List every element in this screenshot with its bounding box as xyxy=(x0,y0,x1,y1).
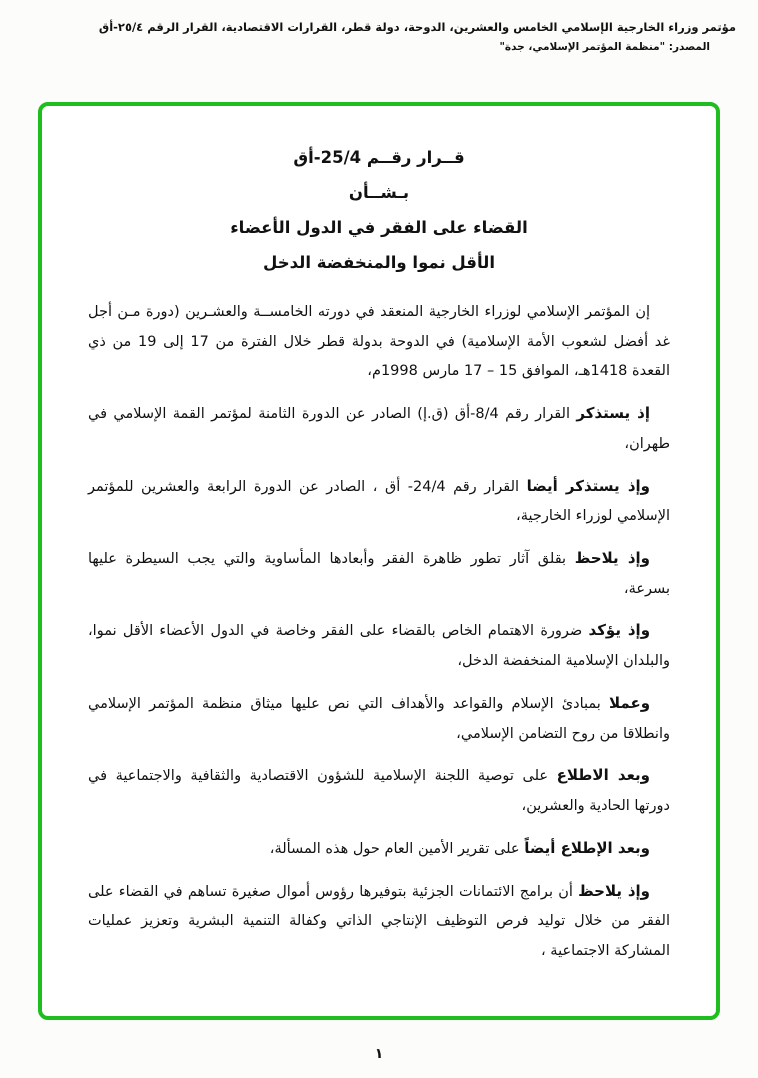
paragraph-having-reviewed-also xyxy=(88,833,670,865)
paragraph-lead: وبعد الاطلاع xyxy=(556,766,651,785)
resolution-title-block xyxy=(88,148,670,272)
paragraph-text: القرار رقم 8/4-أق (ق.إ) الصادر عن الدورة الثامنة لمؤتمر القمة الإسلامي في طهران، xyxy=(88,406,670,452)
paragraph-text: إن المؤتمر الإسلامي لوزراء الخارجية المنعقد في دورته الخامســة والعشـرين (دورة مـن أجل غد أفضل لشعوب الأمة الإسلامية) في الدوحة بدولة قطر خلال الفترة من 17 إلى 19 من ذي القعدة 1418هـ، الموافق 15 – 17 مارس 1998م، xyxy=(88,304,670,380)
paragraph-lead: وعملا xyxy=(609,693,651,712)
header-source-line: مؤتمر وزراء الخارجية الإسلامي الخامس والعشرين، الدوحة، دولة قطر، القرارات الاقتصادية، القرار الرقم ٢٥/٤-أق xyxy=(98,20,736,34)
document-header xyxy=(0,0,758,53)
paragraph-text: بقلق آثار تطور ظاهرة الفقر وأبعادها المأساوية والتي يجب السيطرة عليها بسرعة، xyxy=(88,551,670,597)
resolution-body-box xyxy=(38,102,720,1020)
page-number: ١ xyxy=(374,1046,384,1062)
paragraph-affirming xyxy=(88,615,670,676)
paragraph-text: ضرورة الاهتمام الخاص بالقضاء على الفقر وخاصة في الدول الأعضاء الأقل نموا، والبلدان الإسلامية المنخفضة الدخل، xyxy=(88,623,670,670)
resolution-subject-word: بـشــأن xyxy=(348,183,410,202)
paragraph-recalling-also xyxy=(88,471,670,532)
header-publisher-line: المصدر: "منظمة المؤتمر الإسلامي، جدة" xyxy=(499,41,710,53)
resolution-number-title: قــرار رقــم 25/4-أق xyxy=(293,148,465,167)
paragraph-preamble xyxy=(88,296,670,387)
paragraph-text: أن برامج الائتمانات الجزئية بتوفيرها رؤوس أموال صغيرة تساهم في القضاء على الفقر من خلال توليد فرص التوظيف الإنتاجي الذاتي وكفالة التنمية البشرية وتعزيز عمليات المشاركة الاجتماعية ، xyxy=(88,883,670,959)
paragraph-lead: وبعد الإطلاع أيضاً xyxy=(524,838,650,857)
paragraph-text: القرار رقم 24/4- أق ، الصادر عن الدورة الرابعة والعشرين للمؤتمر الإسلامي لوزراء الخارجية، xyxy=(88,478,670,525)
paragraph-noting-microcredit xyxy=(88,876,670,967)
paragraph-text: بمبادئ الإسلام والقواعد والأهداف التي نص عليها ميثاق منظمة المؤتمر الإسلامي وانطلاقا من روح التضامن الإسلامي، xyxy=(88,695,670,742)
paragraph-pursuant xyxy=(88,688,670,749)
paragraph-text: على توصية اللجنة الإسلامية للشؤون الاقتصادية والثقافية والاجتماعية في دورتها الحادية والعشرين، xyxy=(88,768,670,815)
paragraph-noting-concern xyxy=(88,543,670,604)
resolution-subject-line1: القضاء على الفقر في الدول الأعضاء xyxy=(230,218,528,237)
resolution-subject-line2: الأقل نموا والمنخفضة الدخل xyxy=(262,253,495,272)
resolution-text xyxy=(88,296,670,967)
paragraph-having-reviewed xyxy=(88,760,670,821)
paragraph-lead: وإذ يلاحظ xyxy=(578,881,651,900)
paragraph-text: على تقرير الأمين العام حول هذه المسألة، xyxy=(269,840,520,857)
paragraph-recalling xyxy=(88,398,670,459)
paragraph-lead: إذ يستذكر xyxy=(576,404,651,423)
paragraph-lead: وإذ يستذكر أيضا xyxy=(526,476,650,495)
paragraph-lead: وإذ يلاحظ xyxy=(574,549,650,568)
paragraph-lead: وإذ يؤكد xyxy=(588,621,651,640)
